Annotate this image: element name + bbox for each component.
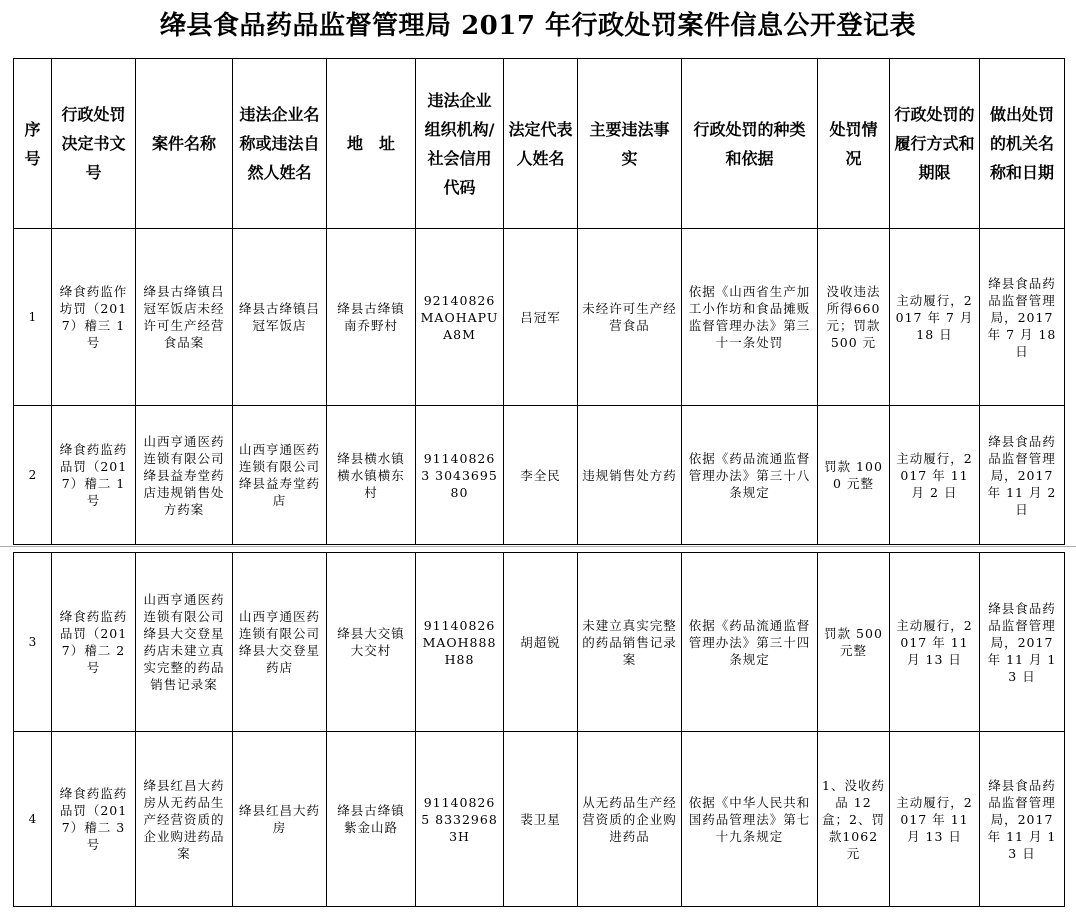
row-address: 绛县古绛镇南乔野村 xyxy=(327,229,416,406)
row-credit-code: 9114082​6MAOH888H88 xyxy=(416,553,504,732)
row-no: 4 xyxy=(14,732,52,907)
row-credit-code: 92140826MAOHAPUA8M xyxy=(416,229,504,406)
table-row xyxy=(14,553,1065,732)
row-credit-code: 911408263 304369580 xyxy=(416,406,504,545)
row-case-name: 山西亨通医药连锁有限公司绛县益寿堂药店违规销售处方药案 xyxy=(136,406,233,545)
row-address: 绛县大交镇大交村 xyxy=(327,553,416,732)
row-doc-no: 绛食药监药品罚（2017）稽二 3 号 xyxy=(52,732,136,907)
row-type-basis: 依据《山西省生产加工小作坊和食品摊贩监督管理办法》第三十一条处罚 xyxy=(682,229,818,406)
header-row xyxy=(14,59,1065,229)
row-authority: 绛县食品药品监督管理局，2017 年 11 月 13 日 xyxy=(980,553,1065,732)
row-type-basis: 依据《药品流通监督管理办法》第三十八条规定 xyxy=(682,406,818,545)
row-legal-rep: 吕冠军 xyxy=(504,229,578,406)
table-row xyxy=(14,732,1065,907)
row-case-name: 山西亨通医药连锁有限公司绛县大交登星药店未建立真实完整的药品销售记录案 xyxy=(136,553,233,732)
row-authority: 绛县食品药品监督管理局，2017 年 11 月 13 日 xyxy=(980,732,1065,907)
row-penalty: 罚款 500 元整 xyxy=(818,553,890,732)
row-penalty: 罚款 1000 元整 xyxy=(818,406,890,545)
penalty-table xyxy=(13,58,1065,545)
row-legal-rep: 裴卫星 xyxy=(504,732,578,907)
row-case-name: 绛县古绛镇吕冠军饭店未经许可生产经营食品案 xyxy=(136,229,233,406)
header-authority: 做出处罚的机关名称和日期 xyxy=(980,59,1065,229)
row-type-basis: 依据《药品流通监督管理办法》第三十四条规定 xyxy=(682,553,818,732)
row-doc-no: 绛食药监作坊罚（2017）稽三 1 号 xyxy=(52,229,136,406)
row-performance: 主动履行，2017 年 11 月 13 日 xyxy=(890,732,980,907)
row-no: 1 xyxy=(14,229,52,406)
row-authority: 绛县食品药品监督管理局，2017 年 11 月 2 日 xyxy=(980,406,1065,545)
row-performance: 主动履行，2017 年 7 月 18 日 xyxy=(890,229,980,406)
table-row xyxy=(14,406,1065,545)
row-legal-rep: 李全民 xyxy=(504,406,578,545)
row-address: 绛县古绛镇紫金山路 xyxy=(327,732,416,907)
row-party: 绛县古绛镇吕冠军饭店 xyxy=(233,229,327,406)
row-party: 山西亨通医药连锁有限公司绛县大交登星药店 xyxy=(233,553,327,732)
row-facts: 从无药品生产经营资质的企业购进药品 xyxy=(578,732,682,907)
header-case-name: 案件名称 xyxy=(136,59,233,229)
row-authority: 绛县食品药品监督管理局，2017 年 7 月 18 日 xyxy=(980,229,1065,406)
row-performance: 主动履行，2017 年 11 月 13 日 xyxy=(890,553,980,732)
header-type-basis: 行政处罚的种类和依据 xyxy=(682,59,818,229)
row-facts: 违规销售处方药 xyxy=(578,406,682,545)
penalty-table-continued xyxy=(13,552,1065,907)
row-address: 绛县横水镇横水镇横东村 xyxy=(327,406,416,545)
page-title: 绛县食品药品监督管理局 2017 年行政处罚案件信息公开登记表 xyxy=(160,11,916,41)
row-no: 2 xyxy=(14,406,52,545)
header-performance: 行政处罚的履行方式和期限 xyxy=(890,59,980,229)
row-facts: 未建立真实完整的药品销售记录案 xyxy=(578,553,682,732)
page-break-divider xyxy=(0,546,1076,547)
row-facts: 未经许可生产经营食品 xyxy=(578,229,682,406)
table-row xyxy=(14,229,1065,406)
row-doc-no: 绛食药监药品罚（2017）稽二 1 号 xyxy=(52,406,136,545)
row-party: 绛县红昌大药房 xyxy=(233,732,327,907)
row-penalty: 没收违法所得660 元；罚款 500 元 xyxy=(818,229,890,406)
header-party: 违法企业名称或违法自然人姓名 xyxy=(233,59,327,229)
header-credit-code: 违法企业组织机构/社会信用代码 xyxy=(416,59,504,229)
row-party: 山西亨通医药连锁有限公司绛县益寿堂药店 xyxy=(233,406,327,545)
header-facts: 主要违法事实 xyxy=(578,59,682,229)
row-performance: 主动履行，2017 年 11 月 2 日 xyxy=(890,406,980,545)
row-penalty: 1、没收药品 12 盒；2、罚款1062 元 xyxy=(818,732,890,907)
header-address: 地 址 xyxy=(327,59,416,229)
row-no: 3 xyxy=(14,553,52,732)
header-no: 序号 xyxy=(14,59,52,229)
header-doc-no: 行政处罚决定书文号 xyxy=(52,59,136,229)
header-penalty: 处罚情况 xyxy=(818,59,890,229)
row-doc-no: 绛食药监药品罚（2017）稽二 2 号 xyxy=(52,553,136,732)
row-case-name: 绛县红昌大药房从无药品生产经营资质的企业购进药品案 xyxy=(136,732,233,907)
row-credit-code: 911408265 83329683H xyxy=(416,732,504,907)
row-type-basis: 依据《中华人民共和国药品管理法》第七十九条规定 xyxy=(682,732,818,907)
header-legal-rep: 法定代表人姓名 xyxy=(504,59,578,229)
row-legal-rep: 胡超锐 xyxy=(504,553,578,732)
